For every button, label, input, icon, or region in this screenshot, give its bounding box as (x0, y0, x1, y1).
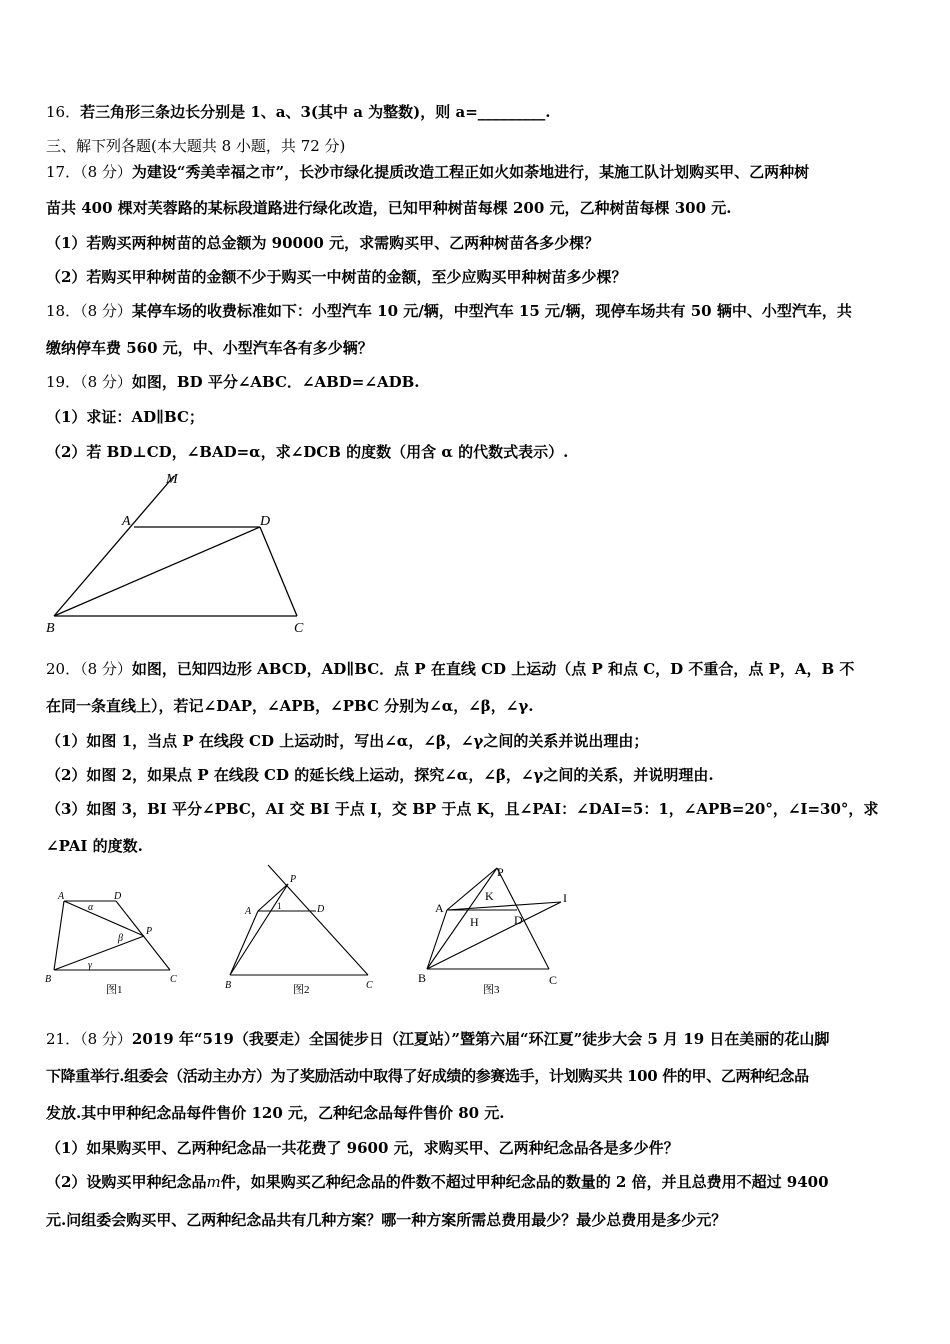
question-number: 21． (46, 1030, 81, 1048)
question-number: 20． (46, 660, 81, 678)
q17-line-2: 苗共 400 棵对芙蓉路的某标段道路进行绿化改造，已知甲种树苗每棵 200 元，乙种树苗每棵 300 元. (46, 199, 732, 217)
question-text: 某停车场的收费标准如下：小型汽车 10 元/辆，中型汽车 15 元/辆，现停车场共有 50 辆中、小型汽车，共 (131, 302, 852, 320)
segment-bp (54, 936, 144, 970)
label-d: D (514, 913, 523, 927)
question-text: 若三角形三条边长分别是 1、a、3(其中 a 为整数)，则 a=_________. (80, 103, 551, 121)
q21-line-3: 发放.其中甲种纪念品每件售价 120 元，乙种纪念品每件售价 80 元. (46, 1104, 505, 1122)
q18-line-1 (46, 301, 910, 321)
figure-caption: 图2 (293, 984, 310, 996)
label-d: D (317, 904, 325, 915)
variable-m: m (206, 1173, 221, 1191)
label-c: C (549, 973, 558, 987)
label-a: A (435, 901, 444, 915)
q17-line-1 (46, 162, 910, 182)
question-text: 如图，BD 平分∠ABC．∠ABD=∠ADB. (131, 373, 420, 391)
segment-bp (230, 884, 288, 975)
label-beta: β (118, 933, 123, 944)
label-b: B (46, 621, 55, 636)
q20-figure-1 (40, 884, 190, 998)
q21-sub-2a (46, 1172, 910, 1192)
label-angle-1: 1 (277, 901, 282, 911)
label-i: I (563, 891, 567, 905)
label-c: C (294, 621, 304, 636)
line-cp (268, 865, 368, 975)
figure-caption: 图3 (483, 984, 500, 996)
q21-line-2: 下降重举行.组委会（活动主办方）为了奖励活动中取得了好成绩的参赛选手，计划购买共 100 件的甲、乙两种纪念品 (46, 1067, 809, 1085)
label-p: P (146, 926, 153, 937)
label-gamma: γ (88, 960, 92, 971)
segment-bi (427, 902, 561, 969)
segment-ai (447, 902, 561, 910)
q19-sub-1: （1）求证：AD∥BC； (46, 408, 204, 426)
label-m: M (166, 472, 178, 487)
question-points: （8 分） (80, 163, 132, 181)
q20-line-1 (46, 659, 910, 679)
q21-sub-1: （1）如果购买甲、乙两种纪念品一共花费了 9600 元，求购买甲、乙两种纪念品各是多少件？ (46, 1139, 679, 1157)
q19-figure (40, 466, 320, 638)
q20-line-2: 在同一条直线上），若记∠DAP，∠APB，∠PBC 分别为∠α，∠β，∠γ. (46, 697, 534, 715)
label-p: P (497, 865, 504, 879)
segment-ab (54, 901, 64, 970)
q21-line-1 (46, 1029, 910, 1049)
label-c: C (366, 980, 373, 991)
label-h: H (470, 915, 479, 929)
question-text: 如图，已知四边形 ABCD，AD∥BC．点 P 在直线 CD 上运动（点 P 和点 C，D 不重合，点 P，A，B 不 (131, 660, 855, 678)
q20-sub-2: （2）如图 2，如果点 P 在线段 CD 的延长线上运动，探究∠α，∠β，∠γ之间的关系，并说明理由. (46, 766, 714, 784)
q19-line-1 (46, 372, 910, 392)
label-a: A (122, 514, 131, 529)
segment-bp (427, 868, 497, 969)
label-d: D (260, 514, 271, 529)
label-p: P (290, 874, 297, 885)
segment-dc (260, 527, 297, 616)
question-text: 2019 年“519（我要走）全国徒步日（江夏站）”暨第六届“环江夏”徒步大会 5 月 19 日在美丽的花山脚 (131, 1030, 830, 1048)
question-number: 17． (46, 163, 81, 181)
label-a: A (58, 891, 65, 902)
q21-sub-2c: 元.问组委会购买甲、乙两种纪念品共有几种方案？哪一种方案所需总费用最少？最少总费用是多少元？ (46, 1211, 727, 1229)
q20-sub-1: （1）如图 1，当点 P 在线段 CD 上运动时，写出∠α，∠β，∠γ之间的关系并说出理由； (46, 732, 649, 750)
label-b: B (225, 980, 232, 991)
q20-sub-3a: （3）如图 3，BI 平分∠PBC，AI 交 BI 于点 I，交 BP 于点 K，且∠PAI：∠DAI=5：1，∠APB=20°，∠I=30°，求 (46, 800, 879, 818)
question-points: （8 分） (80, 302, 132, 320)
segment-ap (64, 901, 144, 936)
label-c: C (170, 974, 177, 985)
question-points: （8 分） (80, 660, 132, 678)
q21-sub-2-prefix: （2）设购买甲种纪念品 (46, 1173, 207, 1191)
segment-pc (497, 868, 549, 969)
q20-sub-3b: ∠PAI 的度数. (46, 837, 143, 855)
label-alpha: α (88, 902, 94, 913)
label-k: K (485, 889, 494, 903)
ray-bm (54, 476, 174, 616)
segment-ab (230, 911, 258, 975)
q17-sub-2: （2）若购买甲种树苗的金额不少于购买一中树苗的金额，至少应购买甲种树苗多少棵？ (46, 268, 627, 286)
q18-line-2: 缴纳停车费 560 元，中、小型汽车各有多少辆？ (46, 339, 373, 357)
label-b: B (45, 974, 52, 985)
question-points: （8 分） (80, 1030, 132, 1048)
question-points: （8 分） (80, 373, 132, 391)
q19-sub-2: （2）若 BD⊥CD，∠BAD=α，求∠DCB 的度数（用含 α 的代数式表示）. (46, 443, 569, 461)
q16-line (46, 102, 910, 122)
label-b: B (418, 971, 427, 985)
label-d: D (114, 891, 122, 902)
section-title: 三、解下列各题(本大题共 8 小题，共 72 分) (46, 137, 346, 155)
question-number: 16． (46, 103, 81, 121)
q20-figure-2 (218, 862, 388, 998)
figure-caption: 图1 (106, 984, 123, 996)
segment-bd (54, 527, 260, 616)
question-number: 19． (46, 373, 81, 391)
q20-figure-3 (413, 862, 583, 998)
label-a: A (245, 906, 252, 917)
question-text: 为建设“秀美幸福之市”，长沙市绿化提质改造工程正如火如荼地进行，某施工队计划购买甲、乙两种树 (131, 163, 810, 181)
q21-sub-2-suffix: 件，如果购买乙种纪念品的件数不超过甲种纪念品的数量的 2 倍，并且总费用不超过 9400 (220, 1173, 829, 1191)
q17-sub-1: （1）若购买两种树苗的总金额为 90000 元，求需购买甲、乙两种树苗各多少棵？ (46, 234, 600, 252)
question-number: 18． (46, 302, 81, 320)
